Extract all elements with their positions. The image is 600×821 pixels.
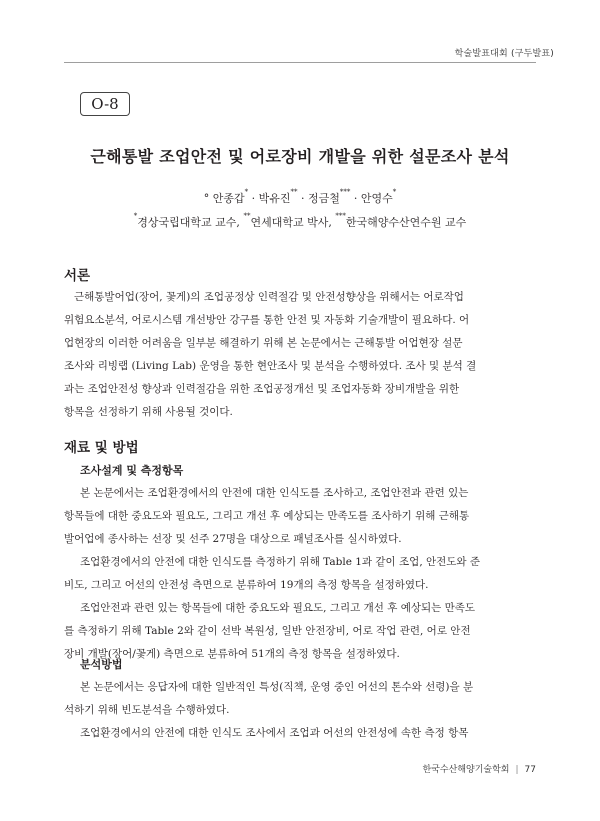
text-line: 본 논문에서는 조업환경에서의 안전에 대한 인식도를 조사하고, 조업안전과 관련 있는 — [80, 487, 469, 499]
text-line: 비도, 그리고 어선의 안전성 측면으로 분류하여 19개의 측정 항목을 설정하였다. — [64, 579, 429, 591]
author-separator: · — [301, 192, 305, 205]
author-name: 안종갑 — [212, 192, 245, 205]
author-name: 정금철 — [308, 192, 340, 205]
author-sup: *** — [339, 188, 351, 196]
text-line: 발어업에 종사하는 선장 및 선주 27명을 대상으로 패널조사를 실시하였다. — [64, 533, 402, 545]
text-line: 조업환경에서의 안전에 대한 인식도를 측정하기 위해 Table 1과 같이 조업, 안전도와 준 — [80, 556, 481, 568]
author-separator: · — [353, 192, 358, 205]
text-line: 과는 조업안전성 향상과 인력절감을 위한 조업공정개선 및 조업자동화 장비개발을 위한 — [64, 383, 460, 395]
conference-header: 학술발표대회 (구두발표) — [454, 49, 554, 59]
subsection-heading: 분석방법 — [80, 658, 123, 671]
subsection-heading: 조사설계 및 측정항목 — [80, 464, 184, 477]
affil-text: 경상국립대학교 교수, — [137, 216, 240, 229]
section-heading-methods: 재료 및 방법 — [64, 440, 139, 456]
paper-title: 근해통발 조업안전 및 어로장비 개발을 위한 설문조사 분석 — [90, 147, 510, 166]
methods-paragraph — [64, 482, 536, 666]
affil-sup: *** — [335, 212, 346, 220]
page-footer — [423, 762, 536, 775]
author-sup: * — [244, 188, 249, 196]
affiliation-line — [0, 214, 600, 230]
author-name: 박유진 — [258, 192, 291, 205]
text-line: 업현장의 이러한 어려움을 일부분 해결하기 위해 본 논문에서는 근해통발 어업현장 설문 — [64, 337, 463, 349]
text-line: 조사와 리빙랩 (Living Lab) 운영을 통한 현안조사 및 분석을 수행하였다. 조사 및 분석 결 — [64, 360, 477, 372]
author-sup: ** — [290, 188, 298, 196]
author-list — [0, 190, 600, 206]
page-number: 77 — [524, 765, 536, 775]
text-line: 장비 개발(장어/꽃게) 측면으로 분류하여 51개의 측정 항목을 설정하였다. — [64, 648, 400, 660]
text-line: 본 논문에서는 응답자에 대한 일반적인 특성(직책, 운영 중인 어선의 톤수와 선령)을 분 — [80, 681, 474, 693]
intro-paragraph — [64, 286, 536, 424]
affil-text: 한국해양수산연수원 교수 — [345, 216, 467, 229]
affil-text: 연세대학교 박사, — [250, 216, 332, 229]
header-rule — [64, 62, 536, 63]
text-line: 를 측정하기 위해 Table 2와 같이 선박 복원성, 일반 안전장비, 어로 작업 관련, 어로 안전 — [64, 625, 471, 637]
text-line: 석하기 위해 빈도분석을 수행하였다. — [64, 704, 230, 716]
text-line: 위험요소분석, 어로시스템 개선방안 강구를 통한 안전 및 자동화 기술개발이 필요하다. 어 — [64, 314, 470, 326]
text-line: 항목을 선정하기 위해 사용될 것이다. — [64, 406, 233, 418]
analysis-paragraph — [64, 676, 536, 745]
text-line: 조업환경에서의 안전에 대한 인식도 조사에서 조업과 어선의 안전성에 속한 측정 항목 — [80, 727, 469, 739]
text-line: 근해통발어업(장어, 꽃게)의 조업공정상 인력절감 및 안전성향상을 위해서는 어로작업 — [74, 291, 464, 303]
affil-sup: ** — [243, 212, 251, 220]
section-heading-intro: 서론 — [64, 268, 91, 284]
presenter-mark: ° — [203, 192, 210, 205]
author-sup: * — [392, 188, 397, 196]
text-line: 조업안전과 관련 있는 항목들에 대한 중요도와 필요도, 그리고 개선 후 예상되는 만족도 — [80, 602, 476, 614]
paper-code-badge: O-8 — [80, 92, 130, 116]
footer-separator: | — [515, 765, 519, 775]
author-separator: · — [251, 192, 256, 205]
affil-sup: * — [133, 212, 138, 220]
journal-name: 한국수산해양기술학회 — [422, 765, 510, 775]
text-line: 항목들에 대한 중요도와 필요도, 그리고 개선 후 예상되는 만족도를 조사하기 위해 근해통 — [64, 510, 470, 522]
author-name: 안영수 — [360, 192, 393, 205]
